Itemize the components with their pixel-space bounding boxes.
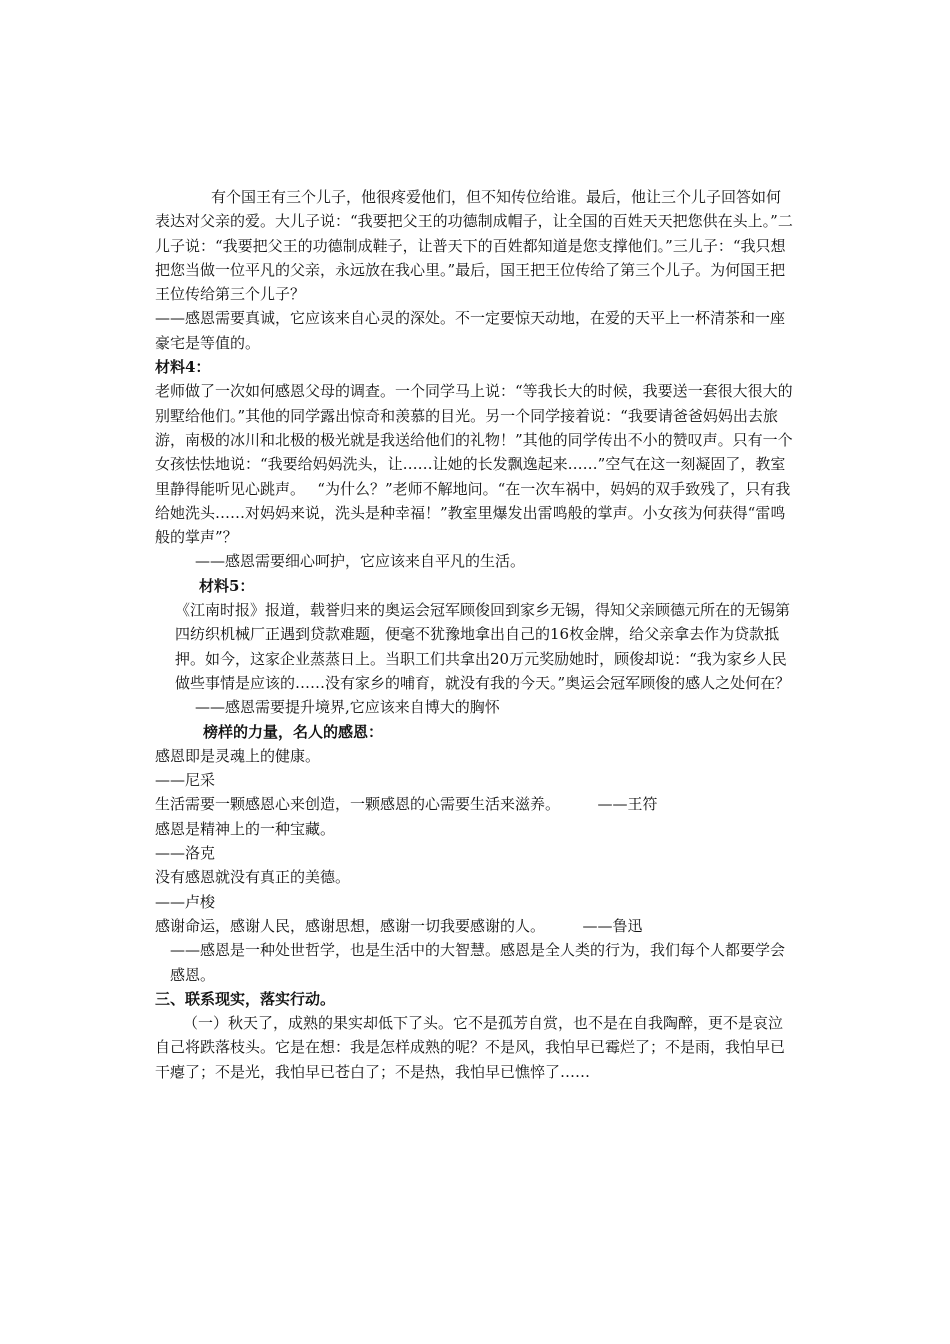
moral-philosophy: ——感恩是一种处世哲学，也是生活中的大智慧。感恩是全人类的行为，我们每个人都要学会感恩。 [170, 941, 786, 984]
quote-3: 感恩是精神上的一种宝藏。 [155, 819, 336, 838]
quote-5: 感谢命运，感谢人民，感谢思想，感谢一切我要感谢的人。 ——鲁迅 [155, 916, 643, 935]
story-paragraph-champion: 《江南时报》报道，载誉归来的奥运会冠军顾俊回到家乡无锡，得知父亲顾德元所在的无锡第四纺织机械厂正遇到贷款难题，便毫不犹豫地拿出自己的16枚金牌，给父亲拿去作为贷款抵押。如今，这家企业蒸蒸日上。当职工们共拿出20万元奖励她时，顾俊却说：“我为家乡人民做些事情是应该的……没有家乡的哺育，就没有我的今天。”奥运会冠军顾俊的感人之处何在？ [175, 601, 791, 692]
quote-3-author: ——洛克 [155, 844, 216, 863]
story-paragraph-king: 有个国王有三个儿子，他很疼爱他们，但不知传位给谁。最后，他让三个儿子回答如何表达对父亲的爱。大儿子说：“我要把父王的功德制成帽子，让全国的百姓天天把您供在头上。”二儿子说：“我要把父王的功德制成鞋子，让普天下的百姓都知道是您支撑他们。”三儿子：“我只想把您当做一位平凡的父亲，永远放在我心里。”最后，国王把王位传给了第三个儿子。为何国王把王位传给第三个儿子？ [155, 188, 793, 304]
material-5-heading: 材料5： [199, 576, 255, 595]
section-3-heading: 三、联系现实，落实行动。 [155, 989, 336, 1008]
story-paragraph-survey: 老师做了一次如何感恩父母的调查。一个同学马上说：“等我长大的时候，我要送一套很大很大的别墅给他们。”其他的同学露出惊奇和羡慕的目光。另一个同学接着说：“我要请爸爸妈妈出去旅游，南极的冰川和北极的极光就是我送给他们的礼物！”其他的同学传出不小的赞叹声。只有一个女孩怯怯地说：“我要给妈妈洗头，让……让她的长发飘逸起来……”空气在这一刻凝固了，教室里静得能听见心跳声。 “为什么？”老师不解地问。“在一次车祸中，妈妈的双手致残了，只有我给她洗头……对妈妈来说，洗头是种幸福！”教室里爆发出雷鸣般的掌声。小女孩为何获得“雷鸣般的掌声”？ [155, 382, 793, 547]
moral-sincerity: ——感恩需要真诚，它应该来自心灵的深处。不一定要惊天动地，在爱的天平上一杯清茶和一座豪宅是等值的。 [155, 309, 786, 352]
quote-1: 感恩即是灵魂上的健康。 [155, 746, 321, 765]
material-4-heading: 材料4： [155, 358, 211, 377]
quote-4: 没有感恩就没有真正的美德。 [155, 868, 351, 887]
moral-broad-mind: ——感恩需要提升境界,它应该来自博大的胸怀 [195, 698, 500, 717]
role-model-heading: 榜样的力量，名人的感恩： [203, 722, 384, 741]
section-3-paragraph-autumn: （一）秋天了，成熟的果实却低下了头。它不是孤芳自赏，也不是在自我陶醉，更不是哀泣自己将跌落枝头。它是在想：我是怎样成熟的呢？不是风，我怕早已霉烂了；不是雨，我怕早已干瘪了；不是光，我怕早已苍白了；不是热，我怕早已憔悴了…… [155, 1014, 786, 1081]
quote-1-author: ——尼采 [155, 771, 216, 790]
document-page [155, 185, 795, 1084]
quote-4-author: ——卢梭 [155, 892, 216, 911]
moral-care: ——感恩需要细心呵护，它应该来自平凡的生活。 [195, 552, 526, 571]
quote-2: 生活需要一颗感恩心来创造，一颗感恩的心需要生活来滋养。 ——王符 [155, 795, 658, 814]
